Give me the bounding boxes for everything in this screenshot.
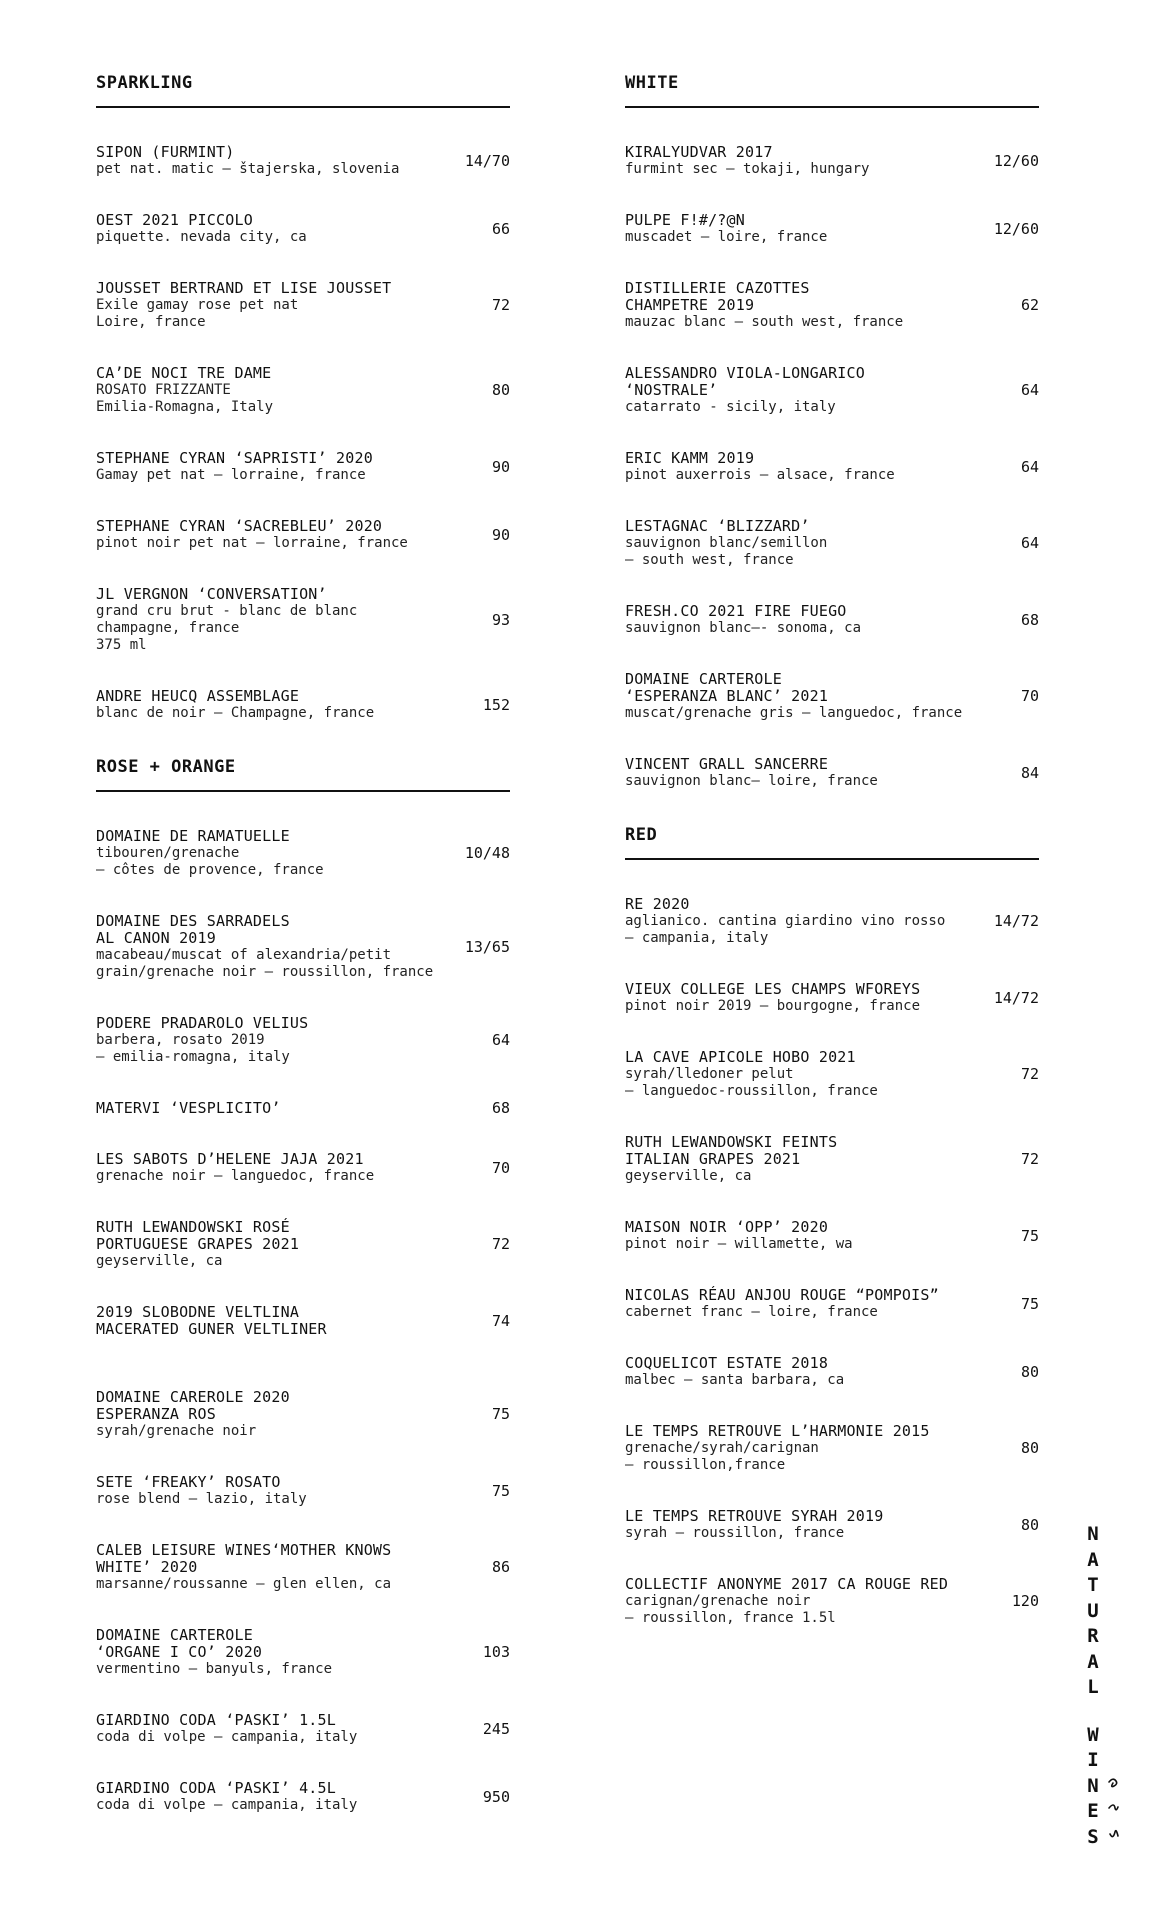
wine-info [625, 1576, 1004, 1627]
wine-description: piquette. nevada city, ca [96, 229, 307, 245]
wine-price: 64 [491, 1031, 510, 1049]
wine-name: KIRALYUDVAR 2017 [625, 143, 773, 161]
wine-item [96, 1712, 510, 1746]
wine-info [625, 212, 986, 246]
wine-info [625, 896, 986, 947]
wine-info [625, 603, 1013, 637]
wine-description: syrah — roussillon, france [625, 1525, 845, 1541]
wine-item [96, 1219, 510, 1270]
wine-name: NICOLAS RÉAU ANJOU ROUGE “POMPOIS” [625, 1286, 939, 1304]
wine-price: 75 [491, 1405, 510, 1423]
wine-price: 66 [491, 219, 510, 238]
wine-item [625, 603, 1039, 637]
wine-price: 84 [1020, 763, 1039, 782]
wine-info [96, 1304, 484, 1338]
wine-item [625, 756, 1039, 790]
wine-item [96, 1151, 510, 1185]
wine-item [625, 1508, 1039, 1542]
wine-info [96, 365, 484, 416]
wine-name: ANDRE HEUCQ ASSEMBLAGE [96, 687, 300, 705]
side-letter: N [1087, 1774, 1099, 1797]
handwritten-signature [1106, 1768, 1120, 1848]
wine-item [96, 1474, 510, 1508]
wine-info [96, 1780, 475, 1814]
wine-description: grenache/syrah/carignan — roussillon,france [625, 1440, 819, 1473]
wine-item [96, 1100, 510, 1117]
side-letter: N [1087, 1523, 1099, 1545]
wine-description: rose blend — lazio, italy [96, 1491, 307, 1507]
wine-item [96, 1015, 510, 1066]
wine-description: tibouren/grenache — côtes de provence, france [96, 845, 324, 878]
wine-item [625, 144, 1039, 178]
wine-name: LE TEMPS RETROUVE L’HARMONIE 2015 [625, 1422, 930, 1440]
wine-name: SIPON (FURMINT) [96, 143, 235, 161]
wine-name: ALESSANDRO VIOLA-LONGARICO ‘NOSTRALE’ [625, 364, 865, 399]
natural-wines-vertical-label [1083, 1522, 1103, 1850]
wine-info [625, 280, 1013, 331]
wine-item [625, 671, 1039, 722]
wine-info [96, 1627, 475, 1678]
wine-item [625, 1576, 1039, 1627]
wine-item [96, 1304, 510, 1338]
wine-price: 62 [1020, 296, 1039, 314]
wine-name: GIARDINO CODA ‘PASKI’ 4.5L [96, 1779, 336, 1797]
wine-price: 80 [491, 381, 510, 399]
wine-item [625, 450, 1039, 484]
wine-price: 70 [491, 1158, 510, 1177]
wine-price: 90 [491, 525, 510, 544]
wine-description: pinot noir — willamette, wa [625, 1236, 853, 1252]
wine-price: 93 [491, 610, 510, 629]
wine-item [625, 981, 1039, 1015]
wine-item [96, 1389, 510, 1440]
wine-info [96, 518, 484, 552]
wine-price: 72 [1020, 1065, 1039, 1083]
wine-description: aglianico. cantina giardino vino rosso — campania, italy [625, 913, 946, 946]
wine-name: OEST 2021 PICCOLO [96, 211, 253, 229]
wine-item [625, 896, 1039, 947]
side-label-gap [1083, 1701, 1103, 1723]
wine-name: MATERVI ‘VESPLICITO’ [96, 1099, 281, 1117]
wine-info [625, 1049, 1013, 1100]
wine-info [625, 671, 1013, 722]
side-letter: E [1087, 1800, 1099, 1822]
wine-item [96, 518, 510, 552]
wine-description: geyserville, ca [625, 1168, 752, 1184]
wine-name: RUTH LEWANDOWSKI ROSÉ PORTUGUESE GRAPES 2021 [96, 1218, 300, 1253]
wine-price: 950 [482, 1787, 510, 1806]
wine-item [625, 212, 1039, 246]
wine-item [625, 1423, 1039, 1474]
section-title: ROSE + ORANGE [96, 756, 510, 792]
wine-name: FRESH.CO 2021 FIRE FUEGO [625, 602, 847, 620]
wine-name: LA CAVE APICOLE HOBO 2021 [625, 1048, 856, 1066]
wine-description: Gamay pet nat — lorraine, france [96, 467, 366, 483]
wine-item [96, 365, 510, 416]
wine-name: DISTILLERIE CAZOTTES CHAMPETRE 2019 [625, 279, 810, 314]
right-column [625, 72, 1039, 1661]
wine-price: 80 [1020, 1362, 1039, 1381]
wine-info [625, 981, 986, 1015]
wine-name: PULPE F!#/?@N [625, 211, 745, 229]
wine-item [625, 1355, 1039, 1389]
wine-price: 75 [1020, 1226, 1039, 1245]
wine-price: 74 [491, 1311, 510, 1330]
wine-info [625, 1508, 1013, 1542]
wine-name: LE TEMPS RETROUVE SYRAH 2019 [625, 1507, 884, 1525]
wine-price: 64 [1020, 534, 1039, 552]
wine-description: sauvignon blanc/semillon — south west, france [625, 535, 828, 568]
wine-price: 13/65 [464, 937, 510, 956]
wine-price: 152 [482, 695, 510, 714]
wine-name: LESTAGNAC ‘BLIZZARD’ [625, 517, 810, 535]
section-sparkling [96, 72, 510, 722]
wine-price: 70 [1020, 687, 1039, 705]
wine-name: COLLECTIF ANONYME 2017 CA ROUGE RED [625, 1575, 949, 1593]
wine-item [96, 280, 510, 331]
wine-description: coda di volpe — campania, italy [96, 1797, 358, 1813]
wine-description: sauvignon blanc—- sonoma, ca [625, 620, 862, 636]
wine-description: catarrato - sicily, italy [625, 399, 836, 415]
wine-info [96, 1542, 484, 1593]
wine-item [625, 1049, 1039, 1100]
wine-info [96, 280, 484, 331]
wine-info [96, 688, 475, 722]
wine-description: sauvignon blanc— loire, france [625, 773, 878, 789]
wine-description: grenache noir — languedoc, france [96, 1168, 375, 1184]
wine-name: RE 2020 [625, 895, 690, 913]
wine-description: Exile gamay rose pet nat Loire, france [96, 297, 299, 330]
wine-description: muscat/grenache gris — languedoc, france [625, 705, 963, 721]
wine-info [96, 1389, 484, 1440]
wine-description: marsanne/roussanne — glen ellen, ca [96, 1576, 392, 1592]
wine-item [96, 144, 510, 178]
wine-price: 10/48 [464, 844, 510, 862]
wine-info [625, 144, 986, 178]
wine-name: LES SABOTS D’HELENE JAJA 2021 [96, 1150, 364, 1168]
wine-name: DOMAINE DES SARRADELS AL CANON 2019 [96, 912, 290, 947]
wine-name: JL VERGNON ‘CONVERSATION’ [96, 585, 327, 603]
wine-name: CA’DE NOCI TRE DAME [96, 364, 272, 382]
section-red [625, 824, 1039, 1627]
wine-item [625, 280, 1039, 331]
wine-price: 64 [1020, 381, 1039, 399]
wine-description: syrah/lledoner pelut — languedoc-roussillon, france [625, 1066, 878, 1099]
wine-name: RUTH LEWANDOWSKI FEINTS ITALIAN GRAPES 2021 [625, 1133, 838, 1168]
wine-price: 80 [1020, 1515, 1039, 1534]
wine-info [96, 1219, 484, 1270]
wine-info [96, 1712, 475, 1746]
section-title: SPARKLING [96, 72, 510, 108]
wine-item [625, 518, 1039, 569]
wine-price: 64 [1020, 457, 1039, 476]
wine-name: VINCENT GRALL SANCERRE [625, 755, 829, 773]
wine-info [96, 212, 484, 246]
wine-name: DOMAINE CARTEROLE ‘ORGANE I CO’ 2020 [96, 1626, 263, 1661]
wine-description: grand cru brut - blanc de blanc champagne, france 375 ml [96, 603, 358, 653]
wine-info [96, 828, 457, 879]
left-column [96, 72, 510, 1848]
side-letter: S [1087, 1825, 1099, 1848]
wine-description: pinot noir pet nat — lorraine, france [96, 535, 408, 551]
wine-name: PODERE PRADAROLO VELIUS [96, 1014, 309, 1032]
wine-name: DOMAINE DE RAMATUELLE [96, 827, 290, 845]
wine-price: 12/60 [993, 151, 1039, 170]
wine-name: SETE ‘FREAKY’ ROSATO [96, 1473, 281, 1491]
wine-name: JOUSSET BERTRAND ET LISE JOUSSET [96, 279, 392, 297]
wine-description: carignan/grenache noir — roussillon, france 1.5l [625, 1593, 836, 1626]
side-letter: L [1087, 1676, 1099, 1698]
wine-price: 72 [1020, 1150, 1039, 1168]
wine-price: 12/60 [993, 219, 1039, 238]
wine-price: 14/72 [993, 912, 1039, 930]
wine-info [625, 1134, 1013, 1185]
wine-item [96, 450, 510, 484]
wine-name: DOMAINE CARTEROLE ‘ESPERANZA BLANC’ 2021 [625, 670, 829, 705]
wine-item [96, 913, 510, 981]
wine-description: furmint sec — tokaji, hungary [625, 161, 870, 177]
wine-price: 90 [491, 457, 510, 476]
wine-info [625, 1423, 1013, 1474]
wine-item [625, 365, 1039, 416]
wine-description: mauzac blanc — south west, france [625, 314, 904, 330]
wine-info [625, 1355, 1013, 1389]
wine-name: MAISON NOIR ‘OPP’ 2020 [625, 1218, 829, 1236]
wine-item [96, 828, 510, 879]
side-letter: U [1087, 1599, 1099, 1622]
wine-item [625, 1219, 1039, 1253]
wine-price: 14/72 [993, 988, 1039, 1007]
wine-info [96, 450, 484, 484]
wine-description: pinot noir 2019 — bourgogne, france [625, 998, 921, 1014]
wine-name: 2019 SLOBODNE VELTLINA MACERATED GUNER VELTLINER [96, 1303, 327, 1338]
wine-info [625, 518, 1013, 569]
wine-price: 72 [491, 296, 510, 314]
wine-info [625, 756, 1013, 790]
side-letter: A [1087, 1548, 1099, 1571]
wine-description: barbera, rosato 2019 — emilia-romagna, italy [96, 1032, 290, 1065]
wine-info [96, 913, 457, 981]
wine-info [96, 144, 457, 178]
section-white [625, 72, 1039, 790]
wine-info [625, 1287, 1013, 1321]
wine-description: coda di volpe — campania, italy [96, 1729, 358, 1745]
wine-description: syrah/grenache noir [96, 1423, 257, 1439]
wine-description: geyserville, ca [96, 1253, 223, 1269]
wine-price: 86 [491, 1558, 510, 1576]
wine-price: 68 [1020, 610, 1039, 629]
wine-name: COQUELICOT ESTATE 2018 [625, 1354, 829, 1372]
wine-name: CALEB LEISURE WINES‘MOTHER KNOWS WHITE’ 2020 [96, 1541, 392, 1576]
wine-info [625, 1219, 1013, 1253]
wine-name: STEPHANE CYRAN ‘SAPRISTI’ 2020 [96, 449, 373, 467]
wine-name: VIEUX COLLEGE LES CHAMPS WFOREYS [625, 980, 921, 998]
side-letter: W [1087, 1723, 1099, 1746]
wine-item [96, 1780, 510, 1814]
wine-item [625, 1287, 1039, 1321]
wine-description: ROSATO FRIZZANTE Emilia-Romagna, Italy [96, 382, 274, 415]
wine-description: muscadet — loire, france [625, 229, 828, 245]
wine-info [96, 1474, 484, 1508]
wine-name: STEPHANE CYRAN ‘SACREBLEU’ 2020 [96, 517, 383, 535]
wine-info [96, 1100, 484, 1117]
wine-description: cabernet franc — loire, france [625, 1304, 878, 1320]
wine-info [625, 365, 1013, 416]
wine-info [96, 1015, 484, 1066]
wine-price: 75 [1020, 1294, 1039, 1313]
wine-item [96, 586, 510, 654]
side-letter: I [1087, 1749, 1099, 1771]
wine-info [96, 586, 484, 654]
wine-description: pinot auxerrois — alsace, france [625, 467, 895, 483]
section-title: WHITE [625, 72, 1039, 108]
wine-description: blanc de noir — Champagne, france [96, 705, 375, 721]
wine-name: GIARDINO CODA ‘PASKI’ 1.5L [96, 1711, 336, 1729]
wine-item [625, 1134, 1039, 1185]
wine-description: vermentino — banyuls, france [96, 1661, 333, 1677]
wine-price: 14/70 [464, 151, 510, 170]
wine-name: DOMAINE CAREROLE 2020 ESPERANZA ROS [96, 1388, 290, 1423]
wine-price: 120 [1011, 1592, 1039, 1610]
wine-price: 80 [1020, 1439, 1039, 1457]
wine-info [625, 450, 1013, 484]
wine-item [96, 1542, 510, 1593]
wine-item [96, 1627, 510, 1678]
wine-description: macabeau/muscat of alexandria/petit grain/grenache noir — roussillon, france [96, 947, 434, 980]
wine-info [96, 1151, 484, 1185]
wine-description: malbec — santa barbara, ca [625, 1372, 845, 1388]
wine-name: ERIC KAMM 2019 [625, 449, 755, 467]
side-letter: T [1087, 1574, 1099, 1596]
side-letter: A [1087, 1650, 1099, 1673]
wine-price: 72 [491, 1235, 510, 1253]
wine-item [96, 212, 510, 246]
section-rose-orange [96, 756, 510, 1814]
wine-description: pet nat. matic — štajerska, slovenia [96, 161, 400, 177]
wine-price: 75 [491, 1481, 510, 1500]
wine-price: 68 [491, 1099, 510, 1117]
wine-price: 103 [482, 1643, 510, 1661]
section-title: RED [625, 824, 1039, 860]
wine-price: 245 [482, 1719, 510, 1738]
wine-item [96, 688, 510, 722]
side-letter: R [1087, 1625, 1099, 1647]
